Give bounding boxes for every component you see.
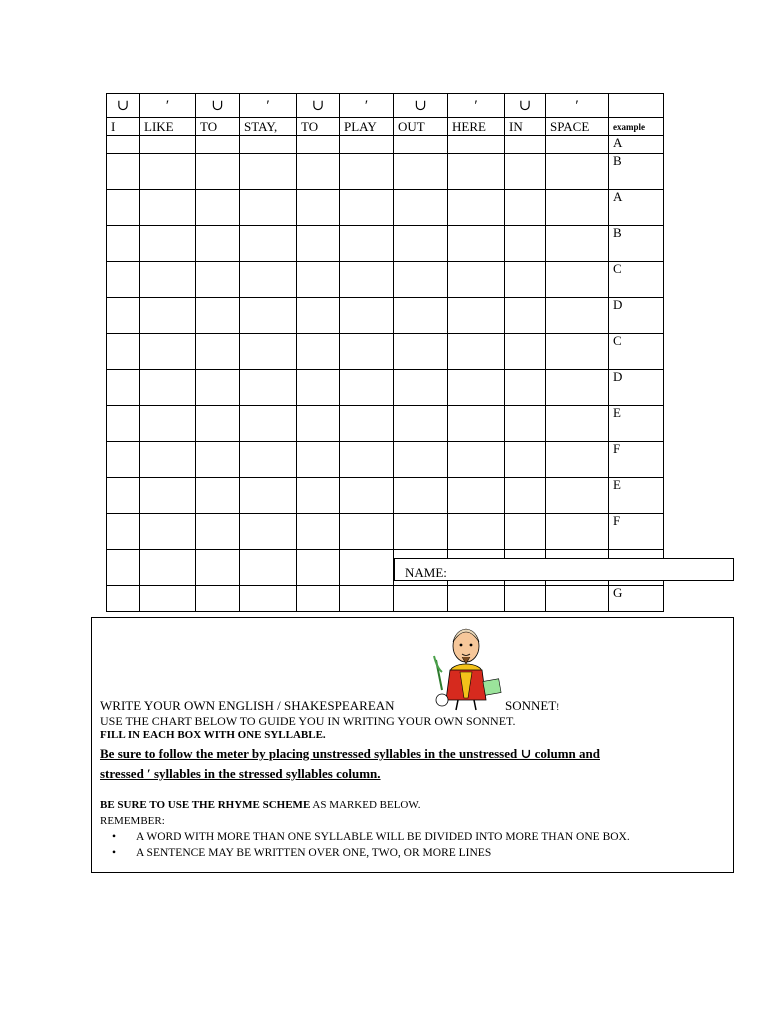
syllable-cell[interactable] — [297, 262, 340, 298]
syllable-cell[interactable] — [240, 334, 297, 370]
syllable-cell[interactable] — [448, 370, 505, 406]
sonnet-line-row — [107, 154, 664, 190]
syllable-cell[interactable] — [546, 406, 609, 442]
instruction-syllable: FILL IN EACH BOX WITH ONE SYLLABLE. — [100, 729, 326, 741]
bullet-text: A SENTENCE MAY BE WRITTEN OVER ONE, TWO, OR MORE LINES — [136, 847, 492, 859]
syllable-cell[interactable] — [196, 406, 240, 442]
syllable-cell[interactable] — [505, 334, 546, 370]
syllable-cell[interactable] — [505, 262, 546, 298]
syllable-cell[interactable] — [448, 262, 505, 298]
syllable-cell[interactable] — [448, 478, 505, 514]
rhyme-letter: E — [609, 406, 664, 442]
syllable-cell[interactable] — [140, 442, 196, 478]
syllable-cell[interactable] — [546, 442, 609, 478]
example-syllable: OUT — [394, 118, 448, 136]
syllable-cell[interactable] — [297, 406, 340, 442]
sonnet-line-row — [107, 406, 664, 442]
rhyme-letter: D — [609, 298, 664, 334]
syllable-cell[interactable] — [297, 334, 340, 370]
syllable-cell[interactable] — [140, 298, 196, 334]
syllable-cell[interactable] — [340, 226, 394, 262]
syllable-cell[interactable] — [107, 226, 140, 262]
syllable-cell[interactable] — [140, 262, 196, 298]
example-syllable: I — [107, 118, 140, 136]
syllable-cell[interactable] — [448, 226, 505, 262]
syllable-cell[interactable] — [394, 478, 448, 514]
syllable-cell[interactable] — [107, 406, 140, 442]
sonnet-line-row — [107, 262, 664, 298]
instruction-rhyme-rest: AS MARKED BELOW. — [310, 799, 421, 811]
stressed-mark: ′ — [240, 94, 297, 118]
bullet-icon: • — [112, 847, 117, 859]
syllable-cell[interactable] — [505, 370, 546, 406]
syllable-cell[interactable] — [140, 190, 196, 226]
meter-cell — [609, 94, 664, 118]
syllable-cell[interactable] — [340, 514, 394, 550]
syllable-cell[interactable] — [546, 298, 609, 334]
syllable-cell[interactable] — [196, 514, 240, 550]
syllable-cell[interactable] — [196, 478, 240, 514]
sonnet-line-row — [107, 514, 664, 550]
syllable-cell[interactable] — [297, 136, 340, 154]
syllable-cell[interactable] — [140, 406, 196, 442]
rhyme-letter: C — [609, 262, 664, 298]
syllable-cell[interactable] — [240, 550, 297, 586]
syllable-cell[interactable] — [546, 226, 609, 262]
unstressed-mark: ∪ — [196, 94, 240, 118]
syllable-cell[interactable] — [505, 154, 546, 190]
rhyme-letter: B — [609, 226, 664, 262]
syllable-cell[interactable] — [196, 190, 240, 226]
syllable-cell[interactable] — [340, 262, 394, 298]
syllable-cell[interactable] — [140, 550, 196, 586]
syllable-cell[interactable] — [448, 406, 505, 442]
syllable-cell[interactable] — [140, 334, 196, 370]
syllable-cell[interactable] — [546, 334, 609, 370]
rhyme-letter: A — [609, 190, 664, 226]
syllable-cell[interactable] — [340, 154, 394, 190]
stressed-mark: ′ — [448, 94, 505, 118]
rhyme-letter: C — [609, 334, 664, 370]
syllable-cell[interactable] — [394, 334, 448, 370]
syllable-cell[interactable] — [297, 226, 340, 262]
unstressed-mark: ∪ — [107, 94, 140, 118]
syllable-cell[interactable] — [107, 442, 140, 478]
rhyme-letter: E — [609, 478, 664, 514]
shakespeare-illustration — [428, 620, 506, 712]
stressed-mark: ′ — [140, 94, 196, 118]
syllable-cell[interactable] — [297, 514, 340, 550]
name-field[interactable] — [394, 558, 734, 581]
syllable-cell[interactable] — [107, 370, 140, 406]
instruction-meter-2: stressed ′ syllables in the stressed syllables column. — [100, 766, 381, 781]
remember-label: REMEMBER: — [100, 815, 165, 827]
syllable-cell[interactable] — [140, 586, 196, 612]
instruction-chart: USE THE CHART BELOW TO GUIDE YOU IN WRITING YOUR OWN SONNET. — [100, 714, 516, 728]
syllable-cell[interactable] — [240, 190, 297, 226]
syllable-cell[interactable] — [448, 514, 505, 550]
syllable-cell[interactable] — [140, 514, 196, 550]
syllable-cell[interactable] — [394, 262, 448, 298]
syllable-cell[interactable] — [196, 136, 240, 154]
example-syllable: LIKE — [140, 118, 196, 136]
unstressed-mark: ∪ — [505, 94, 546, 118]
instruction-meter-1: Be sure to follow the meter by placing unstressed syllables in the unstressed ∪ column and — [100, 746, 600, 761]
syllable-cell[interactable] — [140, 136, 196, 154]
syllable-cell[interactable] — [140, 370, 196, 406]
syllable-cell[interactable] — [240, 154, 297, 190]
sonnet-line-row — [107, 478, 664, 514]
stressed-mark: ′ — [340, 94, 394, 118]
syllable-cell[interactable] — [546, 190, 609, 226]
syllable-cell[interactable] — [546, 154, 609, 190]
syllable-cell[interactable] — [394, 514, 448, 550]
syllable-cell[interactable] — [196, 226, 240, 262]
syllable-cell[interactable] — [505, 226, 546, 262]
syllable-cell[interactable] — [448, 154, 505, 190]
syllable-cell[interactable] — [340, 334, 394, 370]
syllable-cell[interactable] — [505, 190, 546, 226]
syllable-cell[interactable] — [240, 514, 297, 550]
syllable-cell[interactable] — [448, 586, 505, 612]
syllable-cell[interactable] — [448, 298, 505, 334]
syllable-cell[interactable] — [448, 190, 505, 226]
example-syllable: HERE — [448, 118, 505, 136]
syllable-cell[interactable] — [240, 406, 297, 442]
syllable-cell[interactable] — [546, 370, 609, 406]
meter-row — [107, 94, 664, 118]
syllable-cell[interactable] — [140, 226, 196, 262]
page-title: WRITE YOUR OWN ENGLISH / SHAKESPEAREAN — [100, 698, 395, 713]
syllable-cell[interactable] — [297, 298, 340, 334]
sonnet-line-row — [107, 136, 664, 154]
sonnet-chart — [106, 93, 664, 612]
syllable-cell[interactable] — [297, 586, 340, 612]
syllable-cell[interactable] — [240, 226, 297, 262]
sonnet-line-row — [107, 442, 664, 478]
syllable-cell[interactable] — [340, 478, 394, 514]
syllable-cell[interactable] — [107, 550, 140, 586]
sonnet-line-row — [107, 298, 664, 334]
sonnet-line-row — [107, 370, 664, 406]
syllable-cell[interactable] — [505, 136, 546, 154]
syllable-cell[interactable] — [394, 190, 448, 226]
syllable-cell[interactable] — [546, 586, 609, 612]
syllable-cell[interactable] — [448, 334, 505, 370]
syllable-cell[interactable] — [107, 514, 140, 550]
example-row — [107, 118, 664, 136]
instructions-box — [91, 617, 734, 873]
syllable-cell[interactable] — [394, 406, 448, 442]
syllable-cell[interactable] — [196, 154, 240, 190]
syllable-cell[interactable] — [140, 154, 196, 190]
example-syllable: SPACE — [546, 118, 609, 136]
rhyme-letter: F — [609, 514, 664, 550]
syllable-cell[interactable] — [448, 442, 505, 478]
syllable-cell[interactable] — [505, 514, 546, 550]
syllable-cell[interactable] — [505, 442, 546, 478]
syllable-cell[interactable] — [196, 262, 240, 298]
syllable-cell[interactable] — [240, 136, 297, 154]
syllable-cell[interactable] — [297, 442, 340, 478]
example-syllable: PLAY — [340, 118, 394, 136]
syllable-cell[interactable] — [196, 442, 240, 478]
syllable-cell[interactable] — [394, 226, 448, 262]
name-label: NAME: — [405, 565, 447, 580]
sonnet-line-row — [107, 190, 664, 226]
sonnet-word-text: SONNET — [505, 698, 557, 713]
syllable-cell[interactable] — [240, 298, 297, 334]
syllable-cell[interactable] — [297, 370, 340, 406]
syllable-cell[interactable] — [107, 586, 140, 612]
syllable-cell[interactable] — [394, 136, 448, 154]
syllable-cell[interactable] — [196, 298, 240, 334]
syllable-cell[interactable] — [297, 154, 340, 190]
syllable-cell[interactable] — [505, 586, 546, 612]
syllable-cell[interactable] — [505, 298, 546, 334]
syllable-cell[interactable] — [546, 136, 609, 154]
stressed-mark: ′ — [546, 94, 609, 118]
syllable-cell[interactable] — [394, 370, 448, 406]
syllable-cell[interactable] — [107, 478, 140, 514]
syllable-cell[interactable] — [196, 550, 240, 586]
instruction-rhyme — [100, 799, 421, 811]
sonnet-exclamation: ! — [556, 702, 560, 712]
syllable-cell[interactable] — [240, 442, 297, 478]
syllable-cell[interactable] — [107, 136, 140, 154]
rhyme-letter: A — [609, 136, 664, 154]
syllable-cell[interactable] — [505, 406, 546, 442]
bullet-icon: • — [112, 831, 117, 843]
syllable-cell[interactable] — [546, 514, 609, 550]
example-syllable: IN — [505, 118, 546, 136]
rhyme-letter: B — [609, 154, 664, 190]
bullet-item — [112, 847, 491, 859]
syllable-cell[interactable] — [340, 550, 394, 586]
syllable-cell[interactable] — [546, 262, 609, 298]
unstressed-mark: ∪ — [394, 94, 448, 118]
syllable-cell[interactable] — [240, 370, 297, 406]
syllable-cell[interactable] — [196, 370, 240, 406]
rhyme-letter: D — [609, 370, 664, 406]
sonnet-line-row — [107, 334, 664, 370]
syllable-cell[interactable] — [107, 298, 140, 334]
unstressed-mark: ∪ — [297, 94, 340, 118]
rhyme-letter: F — [609, 442, 664, 478]
example-syllable: STAY, — [240, 118, 297, 136]
sonnet-line-row — [107, 226, 664, 262]
syllable-cell[interactable] — [546, 478, 609, 514]
syllable-cell[interactable] — [340, 136, 394, 154]
bullet-text: A WORD WITH MORE THAN ONE SYLLABLE WILL BE DIVIDED INTO MORE THAN ONE BOX. — [136, 831, 630, 843]
bullet-item — [112, 831, 630, 843]
syllable-cell[interactable] — [394, 586, 448, 612]
example-syllable: TO — [297, 118, 340, 136]
syllable-cell[interactable] — [448, 136, 505, 154]
syllable-cell[interactable] — [240, 262, 297, 298]
syllable-cell[interactable] — [240, 586, 297, 612]
syllable-cell[interactable] — [196, 334, 240, 370]
syllable-cell[interactable] — [394, 298, 448, 334]
syllable-cell[interactable] — [340, 442, 394, 478]
instruction-rhyme-bold: BE SURE TO USE THE RHYME SCHEME — [100, 799, 311, 811]
syllable-cell[interactable] — [297, 190, 340, 226]
syllable-cell[interactable] — [240, 478, 297, 514]
syllable-cell[interactable] — [340, 370, 394, 406]
syllable-cell[interactable] — [340, 406, 394, 442]
syllable-cell[interactable] — [340, 586, 394, 612]
syllable-cell[interactable] — [340, 298, 394, 334]
syllable-cell[interactable] — [107, 334, 140, 370]
syllable-cell[interactable] — [394, 442, 448, 478]
syllable-cell[interactable] — [297, 478, 340, 514]
syllable-cell[interactable] — [140, 478, 196, 514]
syllable-cell[interactable] — [107, 190, 140, 226]
syllable-cell[interactable] — [297, 550, 340, 586]
syllable-cell[interactable] — [394, 154, 448, 190]
syllable-cell[interactable] — [505, 478, 546, 514]
syllable-cell[interactable] — [340, 190, 394, 226]
example-syllable: TO — [196, 118, 240, 136]
syllable-cell[interactable] — [107, 262, 140, 298]
sonnet-word — [505, 698, 559, 714]
example-label: example — [609, 118, 664, 136]
rhyme-letter: G — [609, 586, 664, 612]
syllable-cell[interactable] — [107, 154, 140, 190]
syllable-cell[interactable] — [196, 586, 240, 612]
sonnet-line-row — [107, 586, 664, 612]
